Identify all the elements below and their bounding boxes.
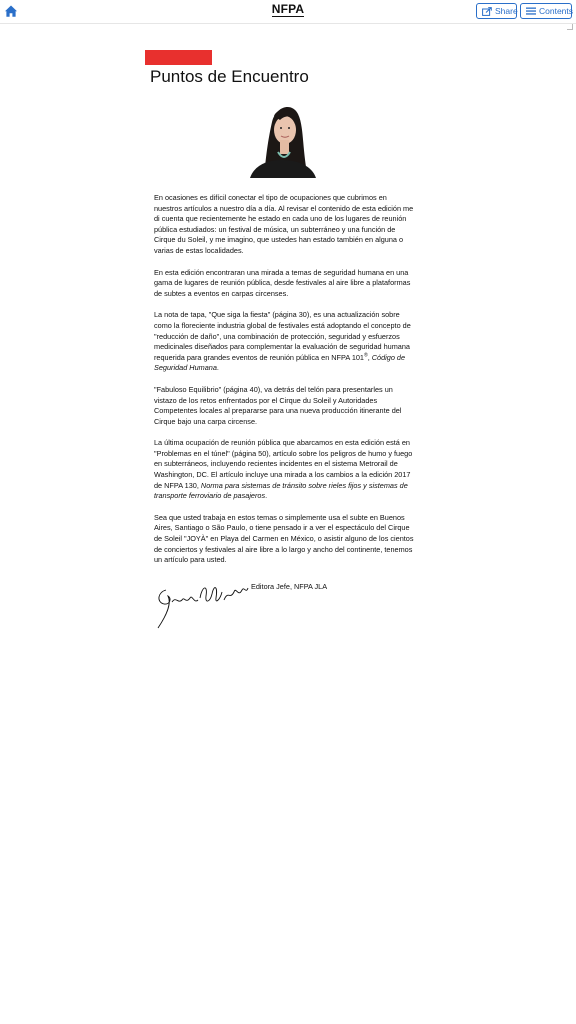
editor-photo	[242, 100, 322, 178]
logo-text: NFPA	[271, 2, 305, 16]
contents-label: Contents	[539, 6, 574, 16]
paragraph-5-end: .	[265, 491, 268, 501]
share-button[interactable]	[476, 3, 517, 19]
section-accent-bar	[145, 50, 212, 65]
paragraph-5-text: La última ocupación de reunión pública que abarcamos en esta edición está en "Problemas en el túnel" (página 50), artículo sobre los peligros de humo y fuego en subterráneos, incluyendo recientes incidentes en el sistema Metrorail de Washington, DC. El artículo incluye una mirada a los cambios a la edición 2017 de NFPA 130,	[154, 438, 413, 490]
share-label: Share	[495, 6, 518, 16]
paragraph-3-text: La nota de tapa, "Que siga la fiesta" (página 30), es una actualización sobre como la floreciente industria global de festivales está adoptando el concepto de "reducción de daño", una combinación de protección, seguridad y esfuerzos medicinales diseñados para complementar la evaluación de seguridad humana requerida para grandes eventos de reunión pública en NFPA 101	[154, 310, 411, 362]
paragraph-3-code-title: Código de Seguridad Humana	[154, 352, 406, 373]
corner-mark	[567, 24, 573, 30]
paragraph-5	[154, 438, 416, 502]
paragraph-3	[154, 310, 416, 374]
paragraph-6: Sea que usted trabaja en estos temas o simplemente usa el subte en Buenos Aires, Santiago o São Paulo, o tiene pensado ir a ver el espectáculo del Cirque de Soleil "JOYÀ" en Playa del Carmen en México, o asistir alguno de los cientos de conciertos y festivales al aire libre a lo largo y ancho del continente, tenemos un artículo para usted.	[154, 512, 414, 565]
paragraph-5-standard-title: Norma para sistemas de tránsito sobre rieles fijos y sistemas de transporte ferroviario de pasajeros	[154, 480, 408, 501]
paragraph-4: "Fabuloso Equilibrio" (página 40), va detrás del telón para presentarles un vistazo de los retos enfrentados por el Cirque du Soleil y Autoridades Competentes locales al prepararse para una nueva producción itinerante del Cirque bajo una carpa circense.	[154, 384, 402, 426]
editorial-body	[154, 193, 416, 577]
page-title: Puntos de Encuentro	[150, 67, 309, 86]
registered-mark: ®	[364, 352, 368, 359]
paragraph-2: En esta edición encontraran una mirada a temas de seguridad humana en una gama de lugares de reunión pública, desde festivales al aire libre a plataformas de subtes a eventos en carpas circenses.	[154, 267, 411, 298]
top-toolbar	[0, 0, 576, 24]
paragraph-3-end: .	[216, 363, 219, 373]
contents-button[interactable]	[520, 3, 572, 19]
share-icon	[482, 7, 492, 16]
paragraph-3-separator: ,	[367, 352, 372, 362]
paragraph-1: En ocasiones es difícil conectar el tipo de ocupaciones que cubrimos en nuestros artículos a nuestro día a día. Al revisar el contenido de esta edición me di cuenta que recientemente he estado en cada uno de los lugares de reunión pública estudiados: un festival de música, un subterráneo y una función de Cirque du Soleil, y me imagino, que ustedes han estado también en alguna o varias de estas localidades.	[154, 193, 414, 255]
editor-signature	[152, 580, 252, 630]
menu-icon	[526, 7, 536, 15]
signature-caption: Editora Jefe, NFPA JLA	[251, 582, 328, 591]
